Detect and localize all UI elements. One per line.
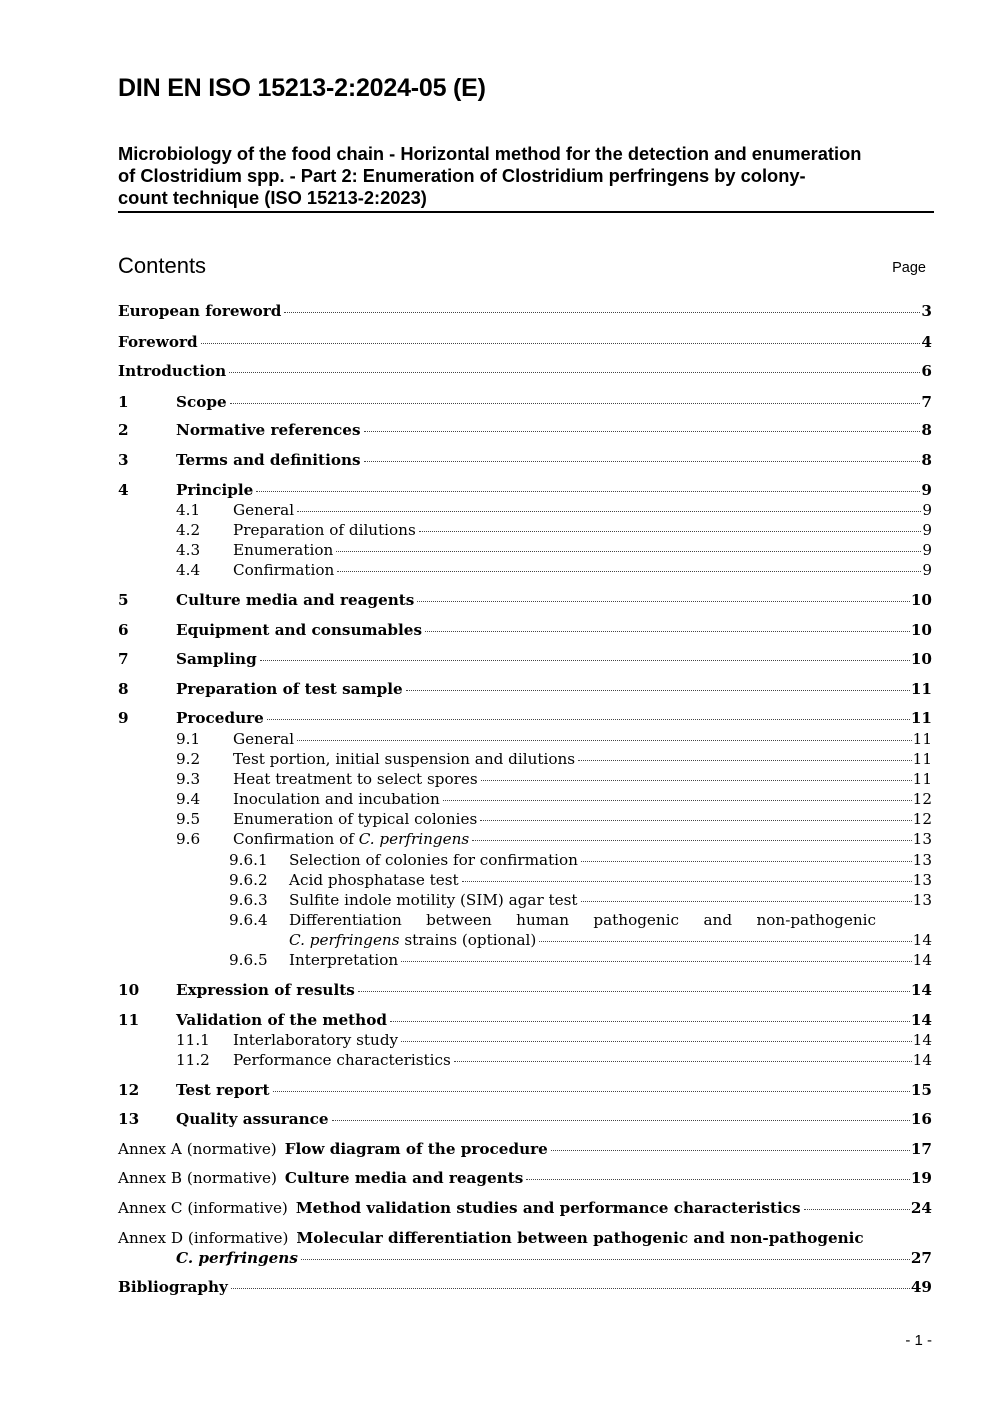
toc-entry-text: Introduction bbox=[118, 362, 227, 380]
dot-leader bbox=[462, 881, 912, 882]
toc-entry-section-10[interactable] bbox=[118, 980, 932, 1000]
dot-leader bbox=[364, 431, 921, 432]
dot-leader bbox=[804, 1209, 910, 1210]
toc-entry-section-6[interactable] bbox=[118, 620, 932, 640]
toc-page-number: 7 bbox=[921, 393, 932, 411]
toc-section-number: 5 bbox=[118, 591, 129, 609]
toc-entry-text: Expression of results bbox=[176, 981, 355, 999]
toc-entry-text: Method validation studies and performance characteristics bbox=[295, 1199, 801, 1217]
toc-section-number: 7 bbox=[118, 650, 129, 668]
toc-page-number: 11 bbox=[912, 750, 932, 768]
toc-entry-text: General bbox=[233, 730, 295, 748]
toc-section-number: 6 bbox=[118, 621, 129, 639]
dot-leader bbox=[480, 820, 911, 821]
toc-section-number: 9.1 bbox=[176, 730, 201, 748]
toc-page-number: 13 bbox=[912, 891, 932, 909]
toc-entry-text: Inoculation and incubation bbox=[233, 790, 440, 808]
toc-entry-text: Acid phosphatase test bbox=[289, 871, 459, 889]
toc-entry-text: Bibliography bbox=[118, 1278, 228, 1296]
toc-entry-annex-d-line2[interactable] bbox=[176, 1248, 932, 1268]
toc-entry-text: Confirmation bbox=[233, 561, 335, 579]
toc-entry-section-11-1[interactable] bbox=[176, 1030, 932, 1050]
toc-page-number: 11 bbox=[912, 770, 932, 788]
toc-page-number: 27 bbox=[910, 1249, 932, 1267]
toc-section-number: 9.4 bbox=[176, 790, 201, 808]
dot-leader bbox=[231, 1288, 910, 1289]
toc-entry-text bbox=[233, 829, 469, 849]
toc-entry-bibliography[interactable] bbox=[118, 1277, 932, 1297]
dot-leader bbox=[481, 780, 912, 781]
toc-page-number: 11 bbox=[912, 730, 932, 748]
toc-entry-section-9-6-4-line2[interactable] bbox=[289, 930, 932, 950]
toc-entry-text: Sulfite indole motility (SIM) agar test bbox=[289, 891, 578, 909]
toc-section-number: 13 bbox=[118, 1110, 140, 1128]
toc-entry-text: Equipment and consumables bbox=[176, 621, 423, 639]
toc-entry-word: non-pathogenic bbox=[756, 911, 876, 929]
toc-section-number: 9 bbox=[118, 709, 129, 727]
toc-entry-section-9-6[interactable] bbox=[176, 829, 932, 849]
toc-section-number: 9.5 bbox=[176, 810, 201, 828]
toc-entry-section-9-3[interactable] bbox=[176, 769, 932, 789]
dot-leader bbox=[364, 461, 921, 462]
toc-section-number: 4 bbox=[118, 481, 129, 499]
toc-entry-text bbox=[289, 930, 536, 950]
toc-page-number: 15 bbox=[910, 1081, 932, 1099]
document-identifier: DIN EN ISO 15213-2:2024-05 (E) bbox=[118, 74, 486, 102]
toc-entry-text: European foreword bbox=[118, 302, 282, 320]
toc-section-number: 9.6.3 bbox=[229, 891, 268, 909]
toc-entry-text-rest: strains (optional) bbox=[399, 931, 537, 949]
dot-leader bbox=[526, 1179, 910, 1180]
toc-entry-word: and bbox=[703, 911, 733, 929]
toc-page-number: 14 bbox=[912, 951, 932, 969]
toc-page-number: 9 bbox=[922, 541, 932, 559]
dot-leader bbox=[256, 491, 920, 492]
toc-entry-text: Scope bbox=[176, 393, 227, 411]
dot-leader bbox=[581, 861, 912, 862]
toc-section-number: 3 bbox=[118, 451, 129, 469]
dot-leader bbox=[337, 571, 921, 572]
toc-page-number: 19 bbox=[910, 1169, 932, 1187]
toc-entry-text: Test portion, initial suspension and dilutions bbox=[233, 750, 576, 768]
toc-entry-section-8[interactable] bbox=[118, 679, 932, 699]
document-title-line: count technique (ISO 15213-2:2023) bbox=[118, 187, 427, 208]
toc-section-number: 11.2 bbox=[176, 1051, 210, 1069]
toc-entry-text: Heat treatment to select spores bbox=[233, 770, 478, 788]
dot-leader bbox=[284, 312, 920, 313]
contents-heading: Contents bbox=[118, 253, 207, 278]
toc-section-number: 12 bbox=[118, 1081, 140, 1099]
dot-leader bbox=[260, 660, 910, 661]
toc-entry-annex-c[interactable] bbox=[118, 1198, 932, 1218]
document-title-line: of Clostridium spp. - Part 2: Enumeration of Clostridium perfringens by colony- bbox=[118, 165, 806, 186]
toc-page-number: 6 bbox=[921, 362, 932, 380]
dot-leader bbox=[358, 991, 910, 992]
toc-entry-section-1[interactable] bbox=[118, 392, 932, 412]
toc-entry-european-foreword[interactable] bbox=[118, 301, 932, 321]
toc-annex-label: Annex C (informative) bbox=[118, 1199, 288, 1217]
toc-entry-text: Sampling bbox=[176, 650, 257, 668]
toc-entry-text: Preparation of test sample bbox=[176, 680, 403, 698]
toc-section-number: 1 bbox=[118, 393, 129, 411]
toc-page-number: 8 bbox=[921, 421, 932, 439]
toc-entry-annex-d-line1[interactable] bbox=[118, 1228, 864, 1248]
toc-entry-text: Interlaboratory study bbox=[233, 1031, 399, 1049]
toc-entry-text: Procedure bbox=[176, 709, 264, 727]
toc-entry-word: human bbox=[516, 911, 569, 929]
toc-page-number: 10 bbox=[910, 650, 932, 668]
toc-entry-text: Culture media and reagents bbox=[176, 591, 415, 609]
toc-entry-text: Preparation of dilutions bbox=[233, 521, 416, 539]
toc-entry-section-7[interactable] bbox=[118, 649, 932, 669]
toc-entry-section-9-6-2[interactable] bbox=[229, 870, 932, 890]
toc-entry-section-11[interactable] bbox=[118, 1010, 932, 1030]
species-name-italic: C. perfringens bbox=[176, 1249, 298, 1267]
toc-entry-section-9-6-5[interactable] bbox=[229, 950, 932, 970]
toc-entry-section-12[interactable] bbox=[118, 1080, 932, 1100]
toc-page-number: 12 bbox=[912, 790, 932, 808]
dot-leader bbox=[425, 631, 910, 632]
dot-leader bbox=[581, 901, 912, 902]
toc-entry-word: Differentiation bbox=[289, 911, 402, 929]
toc-page-number: 12 bbox=[912, 810, 932, 828]
toc-entry-annex-b[interactable] bbox=[118, 1168, 932, 1188]
toc-section-number: 11 bbox=[118, 1011, 140, 1029]
footer-page-number: - 1 - bbox=[905, 1332, 932, 1349]
toc-page-number: 13 bbox=[912, 871, 932, 889]
dot-leader bbox=[301, 1259, 910, 1260]
toc-section-number: 9.6.4 bbox=[229, 911, 268, 929]
toc-entry-text: Foreword bbox=[118, 333, 198, 351]
dot-leader bbox=[297, 740, 912, 741]
toc-page-number: 9 bbox=[922, 521, 932, 539]
toc-entry-section-13[interactable] bbox=[118, 1109, 932, 1129]
toc-annex-label: Annex A (normative) bbox=[118, 1140, 277, 1158]
toc-entry-text-prefix: Confirmation of bbox=[233, 830, 359, 848]
species-name-italic: C. perfringens bbox=[289, 931, 400, 949]
toc-entry-text: Performance characteristics bbox=[233, 1051, 451, 1069]
toc-entry-section-4-1[interactable] bbox=[176, 500, 932, 520]
dot-leader bbox=[267, 719, 910, 720]
toc-section-number: 2 bbox=[118, 421, 129, 439]
toc-section-number: 9.6.1 bbox=[229, 851, 268, 869]
dot-leader bbox=[401, 1041, 912, 1042]
toc-entry-text: Quality assurance bbox=[176, 1110, 329, 1128]
dot-leader bbox=[332, 1120, 910, 1121]
toc-entry-text: General bbox=[233, 501, 295, 519]
toc-entry-section-3[interactable] bbox=[118, 450, 932, 470]
dot-leader bbox=[297, 511, 921, 512]
toc-section-number: 4.1 bbox=[176, 501, 201, 519]
toc-page-number: 9 bbox=[922, 501, 932, 519]
toc-entry-section-5[interactable] bbox=[118, 590, 932, 610]
toc-entry-text: Normative references bbox=[176, 421, 361, 439]
dot-leader bbox=[578, 760, 912, 761]
toc-section-number: 8 bbox=[118, 680, 129, 698]
toc-page-number: 8 bbox=[921, 451, 932, 469]
toc-page-number: 11 bbox=[910, 680, 932, 698]
page-column-heading: Page bbox=[892, 260, 926, 276]
toc-page-number: 14 bbox=[910, 981, 932, 999]
toc-section-number: 4.4 bbox=[176, 561, 201, 579]
toc-section-number: 9.6.2 bbox=[229, 871, 268, 889]
toc-entry-section-9-4[interactable] bbox=[176, 789, 932, 809]
toc-page-number: 14 bbox=[912, 1031, 932, 1049]
dot-leader bbox=[273, 1091, 910, 1092]
toc-entry-section-9-5[interactable] bbox=[176, 809, 932, 829]
dot-leader bbox=[406, 690, 910, 691]
toc-entry-section-9-6-1[interactable] bbox=[229, 850, 932, 870]
toc-page-number: 3 bbox=[921, 302, 932, 320]
toc-entry-text: Validation of the method bbox=[176, 1011, 387, 1029]
toc-annex-label: Annex B (normative) bbox=[118, 1169, 277, 1187]
toc-entry-section-11-2[interactable] bbox=[176, 1050, 932, 1070]
dot-leader bbox=[454, 1061, 912, 1062]
toc-entry-text: Enumeration bbox=[233, 541, 334, 559]
toc-section-number: 4.2 bbox=[176, 521, 201, 539]
dot-leader bbox=[201, 343, 921, 344]
toc-page-number: 13 bbox=[912, 851, 932, 869]
toc-entry-foreword[interactable] bbox=[118, 332, 932, 352]
toc-entry-section-9-6-4-line1[interactable] bbox=[289, 910, 876, 930]
toc-entry-annex-a[interactable] bbox=[118, 1139, 932, 1159]
toc-page-number: 49 bbox=[910, 1278, 932, 1296]
toc-entry-section-4-3[interactable] bbox=[176, 540, 932, 560]
toc-entry-section-9-6-3[interactable] bbox=[229, 890, 932, 910]
toc-page-number: 10 bbox=[910, 591, 932, 609]
toc-entry-section-9-2[interactable] bbox=[176, 749, 932, 769]
toc-page-number: 9 bbox=[921, 481, 932, 499]
species-name-italic: C. perfringens bbox=[358, 830, 470, 848]
toc-section-number: 11.1 bbox=[176, 1031, 210, 1049]
dot-leader bbox=[390, 1021, 910, 1022]
toc-entry-text: Selection of colonies for confirmation bbox=[289, 851, 578, 869]
toc-entry-text: Terms and definitions bbox=[176, 451, 361, 469]
toc-entry-section-4-2[interactable] bbox=[176, 520, 932, 540]
dot-leader bbox=[551, 1150, 910, 1151]
dot-leader bbox=[230, 403, 921, 404]
toc-entry-section-4[interactable] bbox=[118, 480, 932, 500]
toc-page-number: 14 bbox=[912, 931, 932, 949]
dot-leader bbox=[443, 800, 912, 801]
toc-page-number: 24 bbox=[910, 1199, 932, 1217]
toc-entry-text: Principle bbox=[176, 481, 254, 499]
toc-annex-label: Annex D (informative) bbox=[118, 1229, 289, 1247]
toc-entry-text bbox=[176, 1248, 298, 1268]
dot-leader bbox=[417, 601, 910, 602]
toc-entry-text: Molecular differentiation between pathogenic and non-pathogenic bbox=[296, 1229, 864, 1247]
toc-entry-text: Test report bbox=[176, 1081, 270, 1099]
dot-leader bbox=[539, 941, 911, 942]
toc-section-number: 9.2 bbox=[176, 750, 201, 768]
toc-section-number: 9.6 bbox=[176, 830, 201, 848]
toc-entry-word: pathogenic bbox=[593, 911, 680, 929]
dot-leader bbox=[401, 961, 912, 962]
toc-page-number: 9 bbox=[922, 561, 932, 579]
dot-leader bbox=[419, 531, 922, 532]
toc-entry-text: Culture media and reagents bbox=[284, 1169, 524, 1187]
toc-entry-text: Flow diagram of the procedure bbox=[284, 1140, 548, 1158]
toc-page-number: 16 bbox=[910, 1110, 932, 1128]
toc-section-number: 10 bbox=[118, 981, 140, 999]
toc-entry-section-9-1[interactable] bbox=[176, 729, 932, 749]
toc-entry-section-2[interactable] bbox=[118, 420, 932, 440]
toc-page-number: 10 bbox=[910, 621, 932, 639]
toc-page-number: 17 bbox=[910, 1140, 932, 1158]
toc-section-number: 9.3 bbox=[176, 770, 201, 788]
dot-leader bbox=[229, 372, 920, 373]
toc-section-number: 4.3 bbox=[176, 541, 201, 559]
document-title-line: Microbiology of the food chain - Horizontal method for the detection and enumeration bbox=[118, 143, 862, 164]
toc-page-number: 13 bbox=[912, 830, 932, 848]
toc-entry-text: Enumeration of typical colonies bbox=[233, 810, 478, 828]
toc-entry-word: between bbox=[426, 911, 492, 929]
toc-entry-text: Interpretation bbox=[289, 951, 399, 969]
dot-leader bbox=[336, 551, 921, 552]
toc-page-number: 14 bbox=[910, 1011, 932, 1029]
toc-page-number: 4 bbox=[921, 333, 932, 351]
toc-entry-section-9[interactable] bbox=[118, 708, 932, 728]
dot-leader bbox=[472, 840, 911, 841]
toc-entry-introduction[interactable] bbox=[118, 361, 932, 381]
toc-page-number: 11 bbox=[910, 709, 932, 727]
toc-section-number: 9.6.5 bbox=[229, 951, 268, 969]
toc-entry-section-4-4[interactable] bbox=[176, 560, 932, 580]
toc-page-number: 14 bbox=[912, 1051, 932, 1069]
